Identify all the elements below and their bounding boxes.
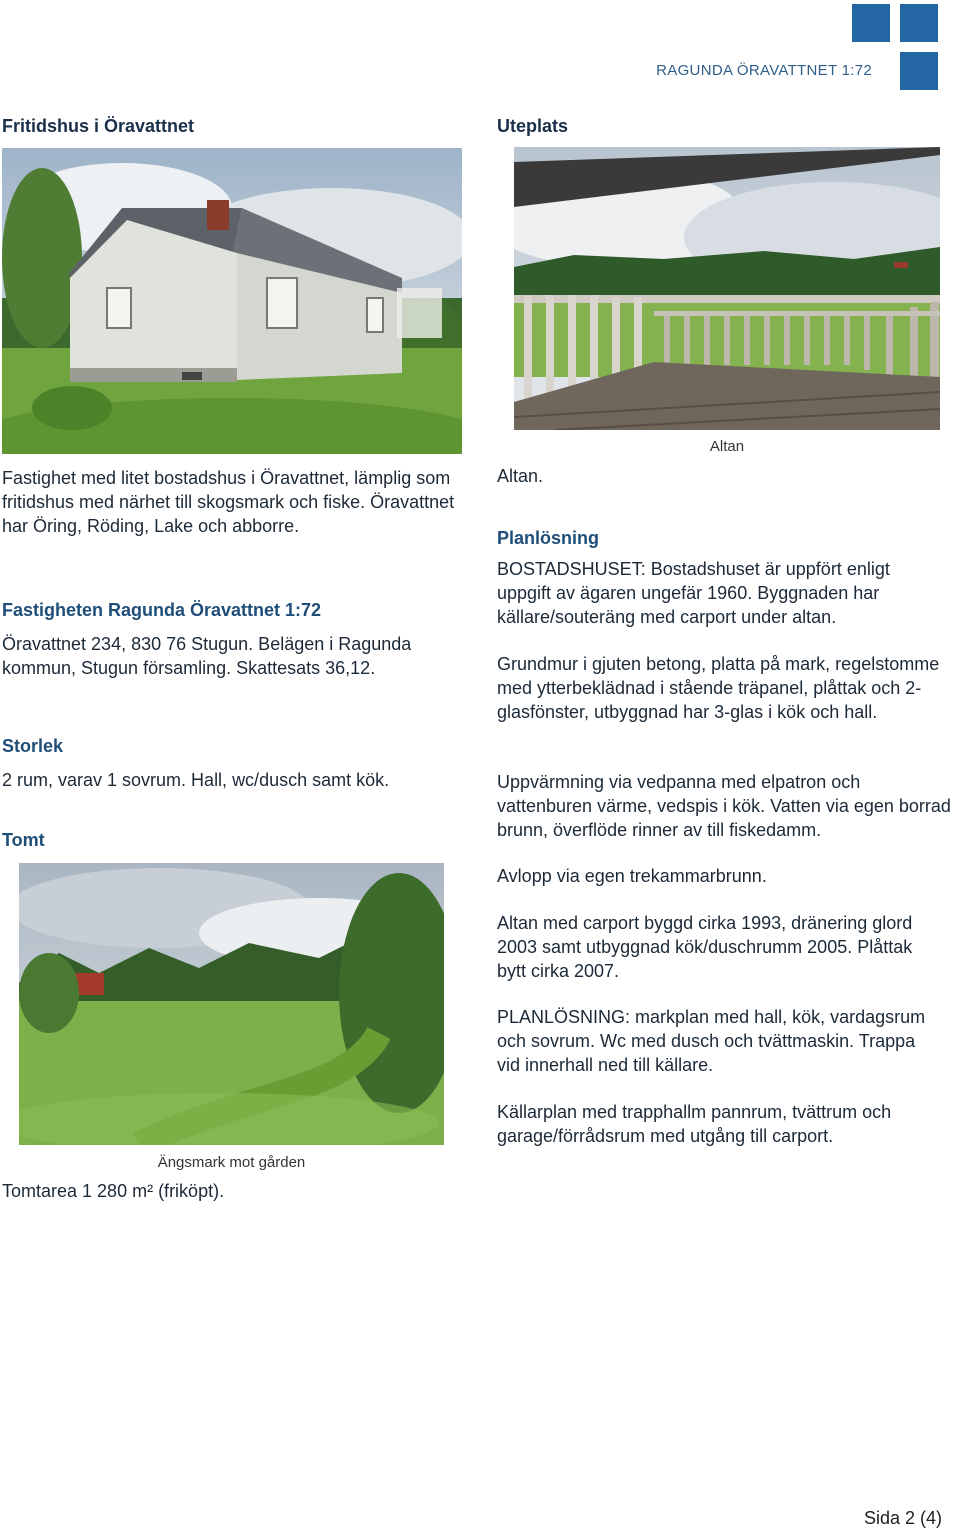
property-title: Fastigheten Ragunda Öravattnet 1:72 — [2, 600, 322, 620]
plan-paragraph-7: Källarplan med trapphallm pannrum, tvättrum och garage/förrådsrum med utgång till carport. — [497, 1102, 892, 1146]
deck-caption: Altan — [709, 438, 745, 455]
meadow-photo — [19, 863, 444, 1145]
plan-paragraph-2: Grundmur i gjuten betong, platta på mark, regelstomme med ytterbeklädnad i stående träpanel, plåttak och 2-glasfönster, utbyggnad har 3-glas i kök och hall. — [497, 654, 940, 722]
property-text: Öravattnet 234, 830 76 Stugun. Belägen i Ragunda kommun, Stugun församling. Skattesats 36,12. — [2, 634, 412, 678]
left-heading: Fritidshus i Öravattnet — [2, 116, 195, 136]
plan-paragraph-5: Altan med carport byggd cirka 1993, dränering glord 2003 samt utbyggnad kök/duschrumm 2005. Plåttak bytt cirka 2007. — [497, 913, 913, 981]
plan-paragraph-6: PLANLÖSNING: markplan med hall, kök, vardagsrum och sovrum. Wc med dusch och tvättmaskin. Trappa vid innerhall ned till källare. — [497, 1007, 926, 1075]
plan-paragraph-1: BOSTADSHUSET: Bostadshuset är uppfört enligt uppgift av ägaren ungefär 1960. Byggnaden har källare/souteräng med carport under altan. — [497, 559, 890, 627]
size-title: Storlek — [2, 736, 64, 756]
page-number: Sida 2 (4) — [863, 1508, 942, 1528]
plan-paragraph-4: Avlopp via egen trekammarbrunn. — [497, 866, 767, 886]
plan-paragraph-3: Uppvärmning via vedpanna med elpatron och vattenburen värme, vedspis i kök. Vatten via egen borrad brunn, överflöde rinner av till fiskedamm. — [497, 772, 951, 840]
plot-title: Tomt — [2, 830, 45, 850]
plan-title: Planlösning — [497, 528, 600, 548]
blue-squares-logo — [870, 0, 960, 92]
running-title: RAGUNDA ÖRAVATTNET 1:72 — [656, 62, 872, 79]
deck-text: Altan. — [497, 466, 544, 486]
intro-text: Fastighet med litet bostadshus i Öravattnet, lämplig som fritidshus med närhet till skogsmark och fiske. Öravattnet har Öring, Röding, Lake och abborre. — [2, 468, 455, 536]
house-photo — [2, 148, 462, 454]
plot-caption: Ängsmark mot gården — [157, 1154, 306, 1171]
right-heading: Uteplats — [497, 116, 569, 136]
plot-area: Tomtarea 1 280 m² (friköpt). — [2, 1181, 225, 1201]
deck-photo — [514, 147, 940, 430]
size-text: 2 rum, varav 1 sovrum. Hall, wc/dusch samt kök. — [2, 770, 390, 790]
